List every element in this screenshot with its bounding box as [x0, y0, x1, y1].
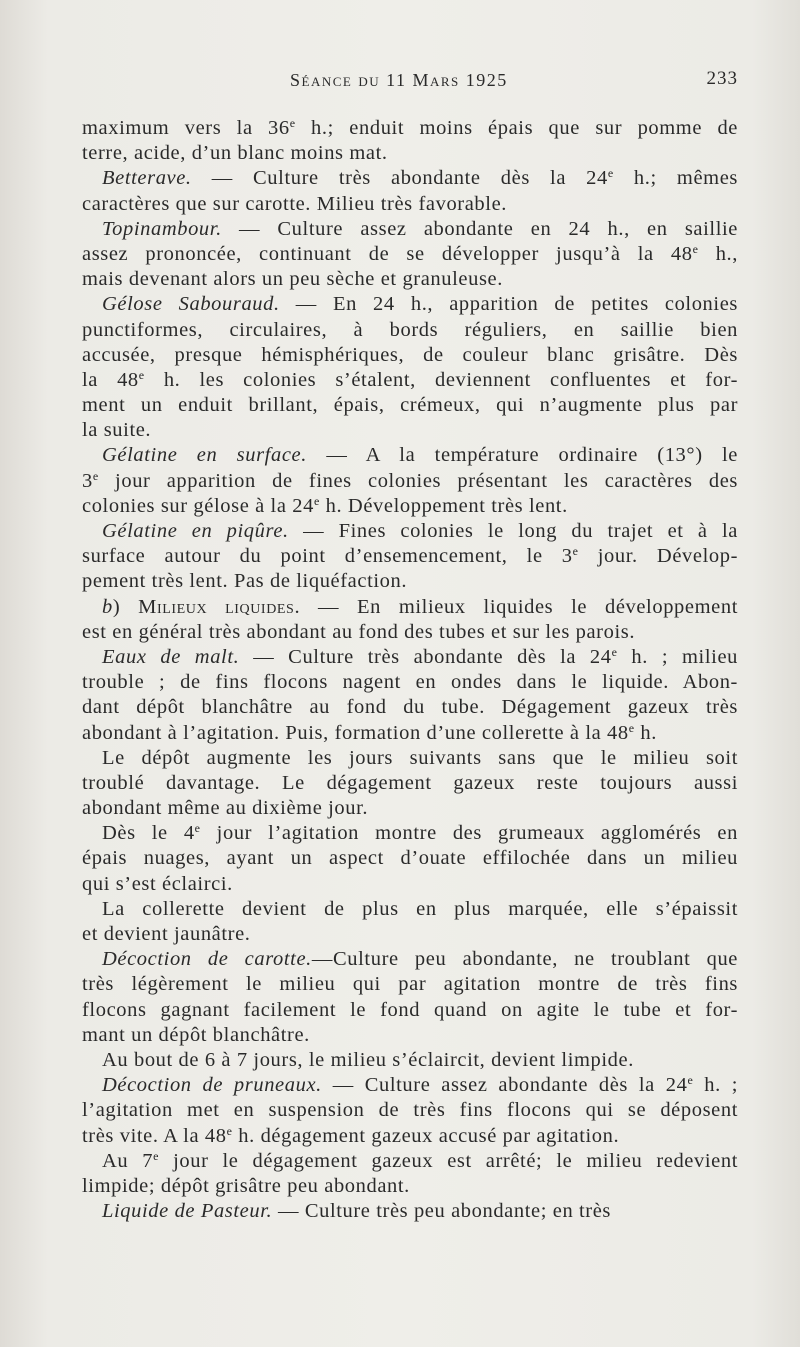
text-body: [82, 116, 738, 1224]
text-line: La collerette devient de plus en plus marquée, elle s’épaissit: [102, 897, 738, 920]
superscript: e: [138, 367, 145, 382]
text-line: l’agitation met en suspension de très fins flocons qui se déposent: [82, 1099, 738, 1122]
text-line: dant dépôt blanchâtre au fond du tube. Dégagement gazeux très: [82, 696, 738, 719]
paragraph-heading: Betterave.: [102, 167, 192, 190]
superscript: e: [607, 166, 614, 181]
text-line: assez prononcée, continuant de se développer jusqu’à la 48e h.,: [82, 241, 738, 265]
text-line: Eaux de malt. — Culture très abondante dès la 24e h. ; milieu: [102, 644, 738, 668]
page-header: [80, 62, 740, 96]
paragraph-heading: Liquide de Pasteur.: [102, 1200, 273, 1223]
text-line: qui s’est éclairci.: [82, 872, 233, 895]
text-line: Betterave. — Culture très abondante dès la 24e h.; mêmes: [102, 166, 739, 190]
text-line: pement très lent. Pas de liquéfaction.: [82, 570, 408, 593]
text-line: punctiformes, circulaires, à bords réguliers, en saillie bien: [82, 318, 738, 341]
paragraph-heading: Gélatine en piqûre.: [102, 520, 289, 542]
paragraph: [82, 897, 738, 947]
text-line: limpide; dépôt grisâtre peu abondant.: [82, 1174, 410, 1197]
superscript: e: [92, 468, 99, 483]
paragraph: [82, 1199, 738, 1224]
paragraph: [82, 1048, 738, 1073]
superscript: e: [226, 1123, 233, 1138]
paragraph: [82, 217, 738, 293]
text-line: surface autour du point d’ensemencement, le 3e jour. Dévelop-: [82, 544, 739, 568]
paragraph: [82, 595, 738, 645]
text-line: mais devenant alors un peu sèche et granuleuse.: [82, 268, 503, 291]
superscript: e: [313, 493, 320, 508]
text-line: troublé davantage. Le dégagement gazeux reste toujours aussi: [82, 771, 738, 794]
text-line: b) Milieux liquides. — En milieux liquides le développement: [102, 595, 738, 618]
paragraph-heading: b) Milieux liquides.: [102, 595, 301, 618]
paragraph: [82, 519, 738, 595]
text-line: et devient jaunâtre.: [82, 923, 251, 945]
text-line: accusée, presque hémisphériques, de couleur blanc grisâtre. Dès: [82, 343, 738, 366]
text-line: Topinambour. — Culture assez abondante en 24 h., en saillie: [102, 217, 738, 240]
paragraph: [82, 116, 738, 166]
text-line: la suite.: [82, 419, 152, 442]
page-number: 233: [706, 68, 738, 89]
paragraph: [82, 746, 738, 822]
text-line: est en général très abondant au fond des tubes et sur les parois.: [82, 620, 636, 643]
paragraph: [82, 292, 738, 443]
text-line: Gélatine en piqûre. — Fines colonies le long du trajet et à la: [102, 520, 738, 542]
superscript: e: [194, 821, 201, 836]
paragraph: [82, 947, 738, 1048]
text-line: Gélatine en surface. — A la température ordinaire (13°) le: [102, 444, 738, 467]
paragraph: [82, 645, 738, 746]
superscript: e: [611, 644, 618, 659]
text-line: flocons gagnant facilement le fond quand on agite le tube et for-: [82, 998, 738, 1021]
superscript: e: [153, 1148, 160, 1163]
text-line: Le dépôt augmente les jours suivants sans que le milieu soit: [102, 746, 738, 769]
text-line: très vite. A la 48e h. dégagement gazeux accusé par agitation.: [82, 1123, 620, 1147]
superscript: e: [692, 241, 699, 256]
paragraph-heading: Topinambour.: [102, 217, 222, 240]
paragraph-heading: Décoction de carotte.: [102, 948, 312, 971]
text-line: très légèrement le milieu qui par agitation montre de très fins: [82, 973, 738, 996]
text-line: Au bout de 6 à 7 jours, le milieu s’éclaircit, devient limpide.: [102, 1048, 634, 1071]
text-line: abondant même au dixième jour.: [82, 797, 369, 820]
text-line: Au 7e jour le dégagement gazeux est arrêté; le milieu redevient: [102, 1148, 738, 1172]
text-line: épais nuages, ayant un aspect d’ouate effilochée dans un milieu: [82, 847, 738, 870]
text-line: Gélose Sabouraud. — En 24 h., apparition de petites colonies: [102, 293, 738, 316]
paragraph-heading: Eaux de malt.: [102, 645, 240, 668]
paragraph: [82, 1149, 738, 1199]
paragraph: [82, 1073, 738, 1149]
running-title: Séance du 11 Mars 1925: [290, 70, 508, 90]
paragraph-heading: Gélatine en surface.: [102, 444, 307, 467]
paragraph-heading: Gélose Sabouraud.: [102, 293, 280, 316]
text-line: colonies sur gélose à la 24e h. Développement très lent.: [82, 493, 568, 517]
text-line: Liquide de Pasteur. — Culture très peu abondante; en très: [102, 1200, 612, 1223]
text-line: Décoction de carotte.—Culture peu abondante, ne troublant que: [102, 948, 739, 971]
text-line: ment un enduit brillant, épais, crémeux, qui n’augmente plus par: [82, 394, 738, 417]
text-line: 3e jour apparition de fines colonies présentant les caractères des: [82, 468, 738, 492]
text-line: la 48e h. les colonies s’étalent, deviennent confluentes et for-: [82, 367, 739, 391]
paragraph: [82, 443, 738, 519]
text-line: caractères que sur carotte. Milieu très favorable.: [82, 192, 507, 215]
superscript: e: [572, 544, 579, 559]
text-line: mant un dépôt blanchâtre.: [82, 1023, 310, 1046]
text-line: abondant à l’agitation. Puis, formation d’une collerette à la 48e h.: [82, 720, 658, 744]
superscript: e: [687, 1073, 694, 1088]
superscript: e: [289, 116, 296, 130]
superscript: e: [628, 720, 635, 735]
text-line: maximum vers la 36e h.; enduit moins épais que sur pomme de: [82, 116, 738, 139]
text-line: terre, acide, d’un blanc moins mat.: [82, 142, 388, 165]
text-line: trouble ; de fins flocons nagent en ondes dans le liquide. Abon-: [82, 671, 738, 694]
paragraph: [82, 821, 738, 897]
paragraph: [82, 166, 738, 216]
text-line: Dès le 4e jour l’agitation montre des grumeaux agglomérés en: [102, 821, 738, 845]
paragraph-heading: Décoction de pruneaux.: [102, 1074, 322, 1097]
text-line: Décoction de pruneaux. — Culture assez abondante dès la 24e h. ;: [102, 1073, 738, 1097]
